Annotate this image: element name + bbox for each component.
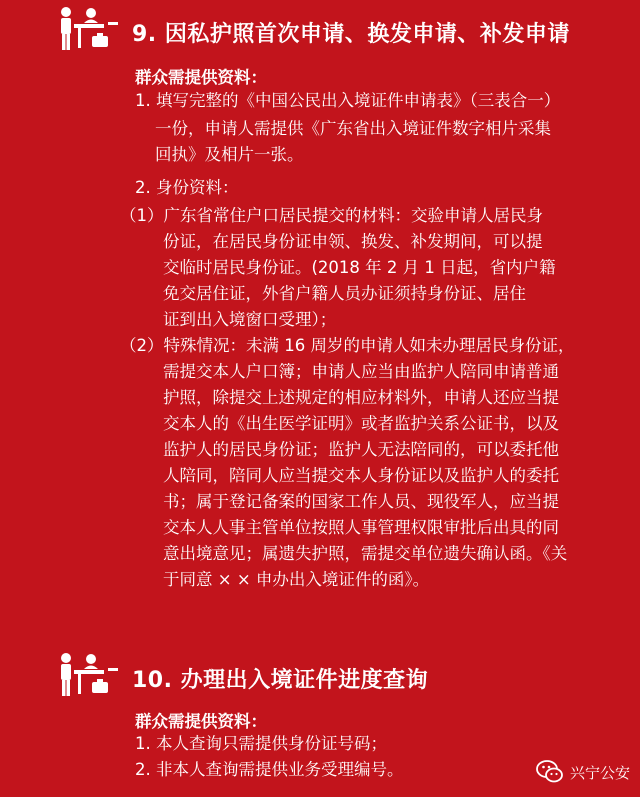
- item1-line2: 一份，申请人需提供《广东省出入境证件数字相片采集: [155, 119, 551, 138]
- p1-line3: 交临时居民身份证。(2018 年 2 月 1 日起，省内户籍: [163, 258, 556, 277]
- p2-line2: 需提交本人户口簿；申请人应当由监护人陪同申请普通: [163, 362, 559, 381]
- p1-line4: 免交居住证，外省户籍人员办证须持身份证、居住: [163, 284, 526, 303]
- p1-line2: 份证，在居民身份证申领、换发、补发期间，可以提: [163, 232, 543, 251]
- section-9-title: 9. 因私护照首次申请、换发申请、补发申请: [132, 21, 570, 47]
- section-10-header: [58, 652, 428, 704]
- section-9-header: [58, 6, 570, 58]
- p2-line6: 人陪同，陪同人应当提交本人身份证以及监护人的委托: [163, 466, 559, 485]
- section-10-item-2: 2. 非本人查询需提供业务受理编号。: [135, 760, 404, 779]
- p1-line5: 证到出入境窗口受理）；: [163, 310, 337, 329]
- service-counter-icon: [58, 6, 120, 58]
- p2-line4: 交本人的《出生医学证明》或者监护关系公证书，以及: [163, 414, 559, 433]
- section-9-subtitle: 群众需提供资料：: [135, 68, 267, 87]
- p2-line8: 交本人人事主管单位按照人事管理权限审批后出具的同: [163, 518, 559, 537]
- wechat-account-badge: [536, 759, 630, 785]
- wechat-icon: [536, 759, 564, 785]
- p2-line9: 意出境意见；属遗失护照，需提交单位遗失确认函。《关: [163, 544, 568, 563]
- item1-line3: 回执》及相片一张。: [155, 145, 304, 164]
- service-counter-icon: [58, 652, 120, 704]
- item2-label: 2. 身份资料：: [135, 178, 239, 197]
- section-10-subtitle: 群众需提供资料：: [135, 712, 267, 731]
- p2-line1: （2）特殊情况：未满 16 周岁的申请人如未办理居民身份证，: [120, 336, 575, 355]
- p2-line5: 监护人的居民身份证；监护人无法陪同的，可以委托他: [163, 440, 559, 459]
- section-10-title: 10. 办理出入境证件进度查询: [132, 667, 429, 693]
- item1-line1: 1. 填写完整的《中国公民出入境证件申请表》（三表合一）: [135, 91, 561, 110]
- p2-line3: 护照，除提交上述规定的相应材料外，申请人还应当提: [163, 388, 559, 407]
- p1-line1: （1）广东省常住户口居民提交的材料：交验申请人居民身: [120, 206, 543, 225]
- brand-name: 兴宁公安: [569, 763, 630, 782]
- section-10-item-1: 1. 本人查询只需提供身份证号码；: [135, 734, 387, 753]
- p2-line10: 于同意 × × 申办出入境证件的函》。: [163, 570, 430, 589]
- p2-line7: 书；属于登记备案的国家工作人员、现役军人，应当提: [163, 492, 559, 511]
